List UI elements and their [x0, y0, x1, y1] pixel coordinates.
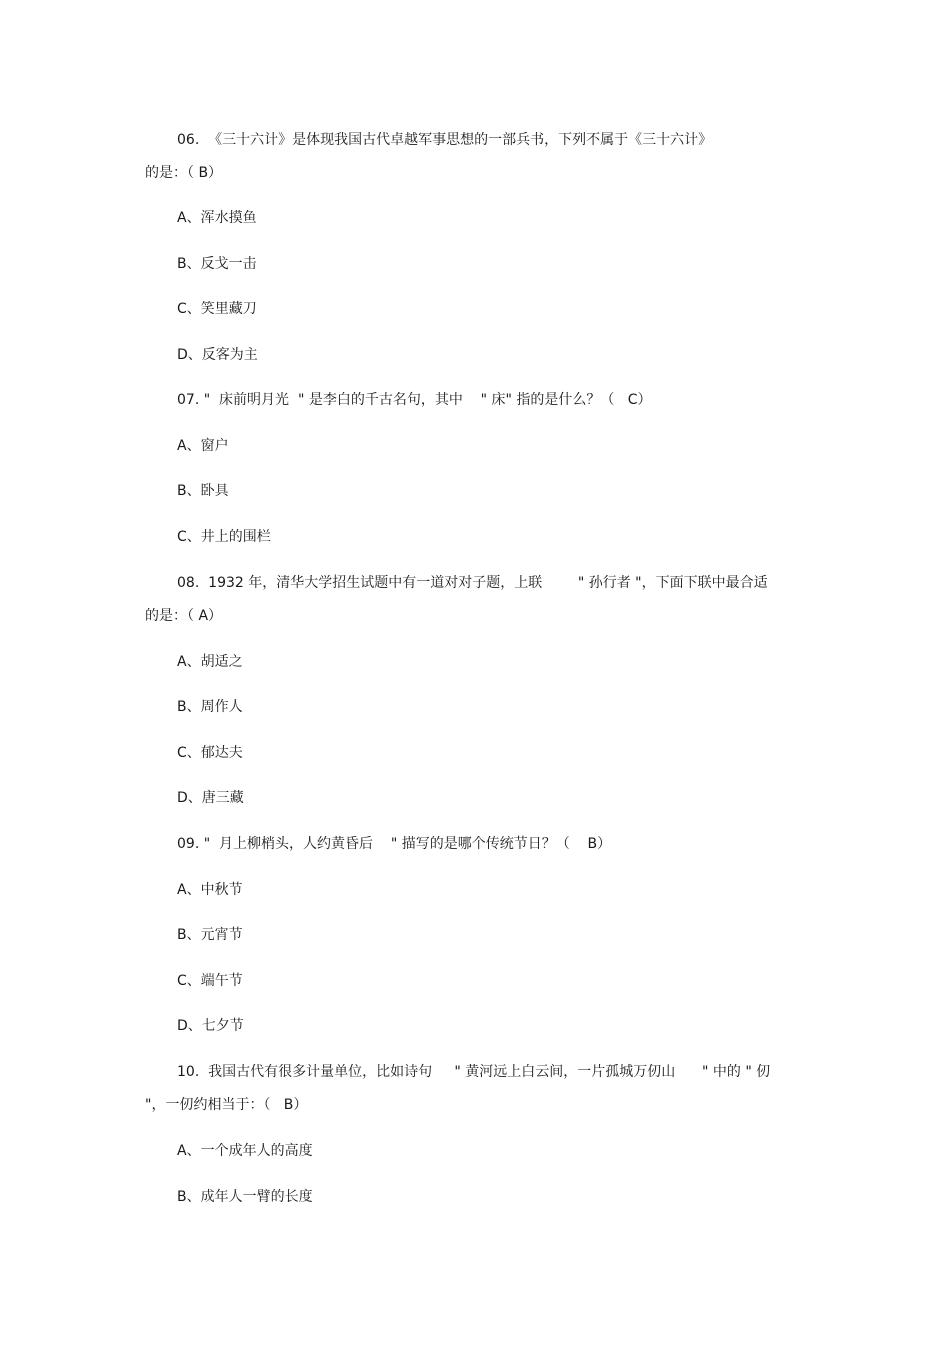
question-07-option-b: B、卧具 [177, 483, 229, 499]
question-10-answer-line: "，一仞约相当于：（ B） [145, 1097, 308, 1113]
question-06-text: 06. 《三十六计》是体现我国古代卓越军事思想的一部兵书，下列不属于《三十六计》 [177, 132, 713, 148]
question-07-option-a: A、窗户 [177, 438, 229, 454]
question-06-option-b: B、反戈一击 [177, 256, 257, 272]
question-06-option-c: C、笑里藏刀 [177, 301, 257, 317]
question-09-option-d: D、七夕节 [177, 1018, 244, 1034]
question-06-answer-line: 的是：（ B） [145, 165, 223, 181]
question-06-option-d: D、反客为主 [177, 347, 258, 363]
question-10-option-a: A、一个成年人的高度 [177, 1143, 313, 1159]
question-07-text: 07. " 床前明月光 " 是李白的千古名句，其中 " 床" 指的是什么？（ C） [177, 392, 652, 408]
question-08-option-d: D、唐三藏 [177, 790, 244, 806]
question-08-option-b: B、周作人 [177, 699, 243, 715]
question-10-text: 10. 我国古代有很多计量单位，比如诗句 " 黄河远上白云间，一片孤城万仞山 " 中的 " 仞 [177, 1064, 771, 1080]
question-08-option-c: C、郁达夫 [177, 745, 243, 761]
question-08-answer-line: 的是：（ A） [145, 608, 223, 624]
question-09-option-b: B、元宵节 [177, 927, 243, 943]
question-09-option-c: C、端午节 [177, 973, 243, 989]
question-08-text: 08. 1932 年，清华大学招生试题中有一道对对子题，上联 " 孙行者 "，下面下联中最合适 [177, 575, 768, 591]
question-09-text: 09. " 月上柳梢头，人约黄昏后 " 描写的是哪个传统节日？（ B） [177, 836, 612, 852]
question-07-option-c: C、井上的围栏 [177, 529, 271, 545]
question-10-option-b: B、成年人一臂的长度 [177, 1189, 313, 1205]
question-09-option-a: A、中秋节 [177, 882, 243, 898]
question-08-option-a: A、胡适之 [177, 654, 243, 670]
question-06-option-a: A、浑水摸鱼 [177, 210, 257, 226]
